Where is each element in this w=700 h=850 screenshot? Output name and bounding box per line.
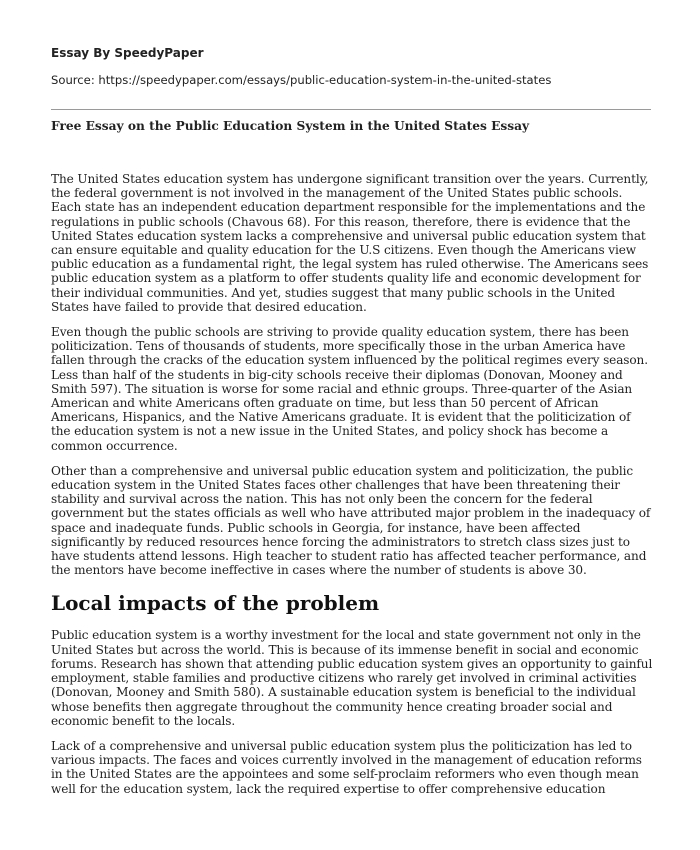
section-paragraph: Public education system is a worthy investment for the local and state government not only in the United States but across the world. This is because of its immense benefit in social and economic forums. Research has shown that attending public education system gives an opportunity to gainful employment, stable families and productive citizens who rarely get involved in criminal activities (Donovan, Mooney and Smith 580). A sustainable education system is beneficial to the individual whose benefits then aggregate throughout the community hence creating broader social and economic benefit to the locals. bbox=[51, 628, 653, 728]
section-heading: Local impacts of the problem bbox=[51, 591, 380, 616]
document-header-title: Essay By SpeedyPaper bbox=[51, 46, 204, 60]
essay-body bbox=[51, 172, 653, 807]
essay-paragraph: Other than a comprehensive and universal public education system and politicization, the public education system in the United States faces other challenges that have been threatening their stability and survival across the nation. This has not only been the concern for the federal government but the states officials as well who have attributed major problem in the inadequacy of space and inadequate funds. Public schools in Georgia, for instance, have been affected significantly by reduced resources hence forcing the administrators to stretch class sizes just to have students attend lessons. High teacher to student ratio has affected teacher performance, and the mentors have become ineffective in cases where the number of students is above 30. bbox=[51, 463, 651, 578]
essay-title: Free Essay on the Public Education System in the United States Essay bbox=[51, 119, 530, 133]
essay-paragraph: Even though the public schools are striving to provide quality education system, there has been politicization. Tens of thousands of students, more specifically those in the urban America have fallen through the cracks of the education system influenced by the political regimes every season. Less than half of the students in big-city schools receive their diplomas (Donovan, Mooney and Smith 597). The situation is worse for some racial and ethnic groups. Three-quarter of the Asian American and white Americans often graduate on time, but less than 50 percent of African Americans, Hispanics, and the Native Americans graduate. It is evident that the politicization of the education system is not a new issue in the United States, and policy shock has become a common occurrence. bbox=[51, 325, 648, 453]
document-source-line: Source: https://speedypaper.com/essays/public-education-system-in-the-united-states bbox=[51, 73, 552, 87]
section-paragraph: Lack of a comprehensive and universal public education system plus the politicization has led to various impacts. The faces and voices currently involved in the management of education reforms in the United States are the appointees and some self-proclaim reformers who even though mean well for the education system, lack the required expertise to offer comprehensive education bbox=[51, 738, 642, 796]
header-divider bbox=[51, 109, 651, 110]
essay-paragraph: The United States education system has undergone significant transition over the years. Currently, the federal government is not involved in the management of the United States public schools. Each state has an independent education department responsible for the implementations and the regulations in public schools (Chavous 68). For this reason, therefore, there is evidence that the United States education system lacks a comprehensive and universal public education system that can ensure equitable and quality education for the U.S citizens. Even though the Americans view public education as a fundamental right, the legal system has ruled otherwise. The Americans sees public education system as a platform to offer students quality life and economic development for their individual communities. And yet, studies suggest that many public schools in the United States have failed to provide that desired education. bbox=[51, 172, 649, 314]
